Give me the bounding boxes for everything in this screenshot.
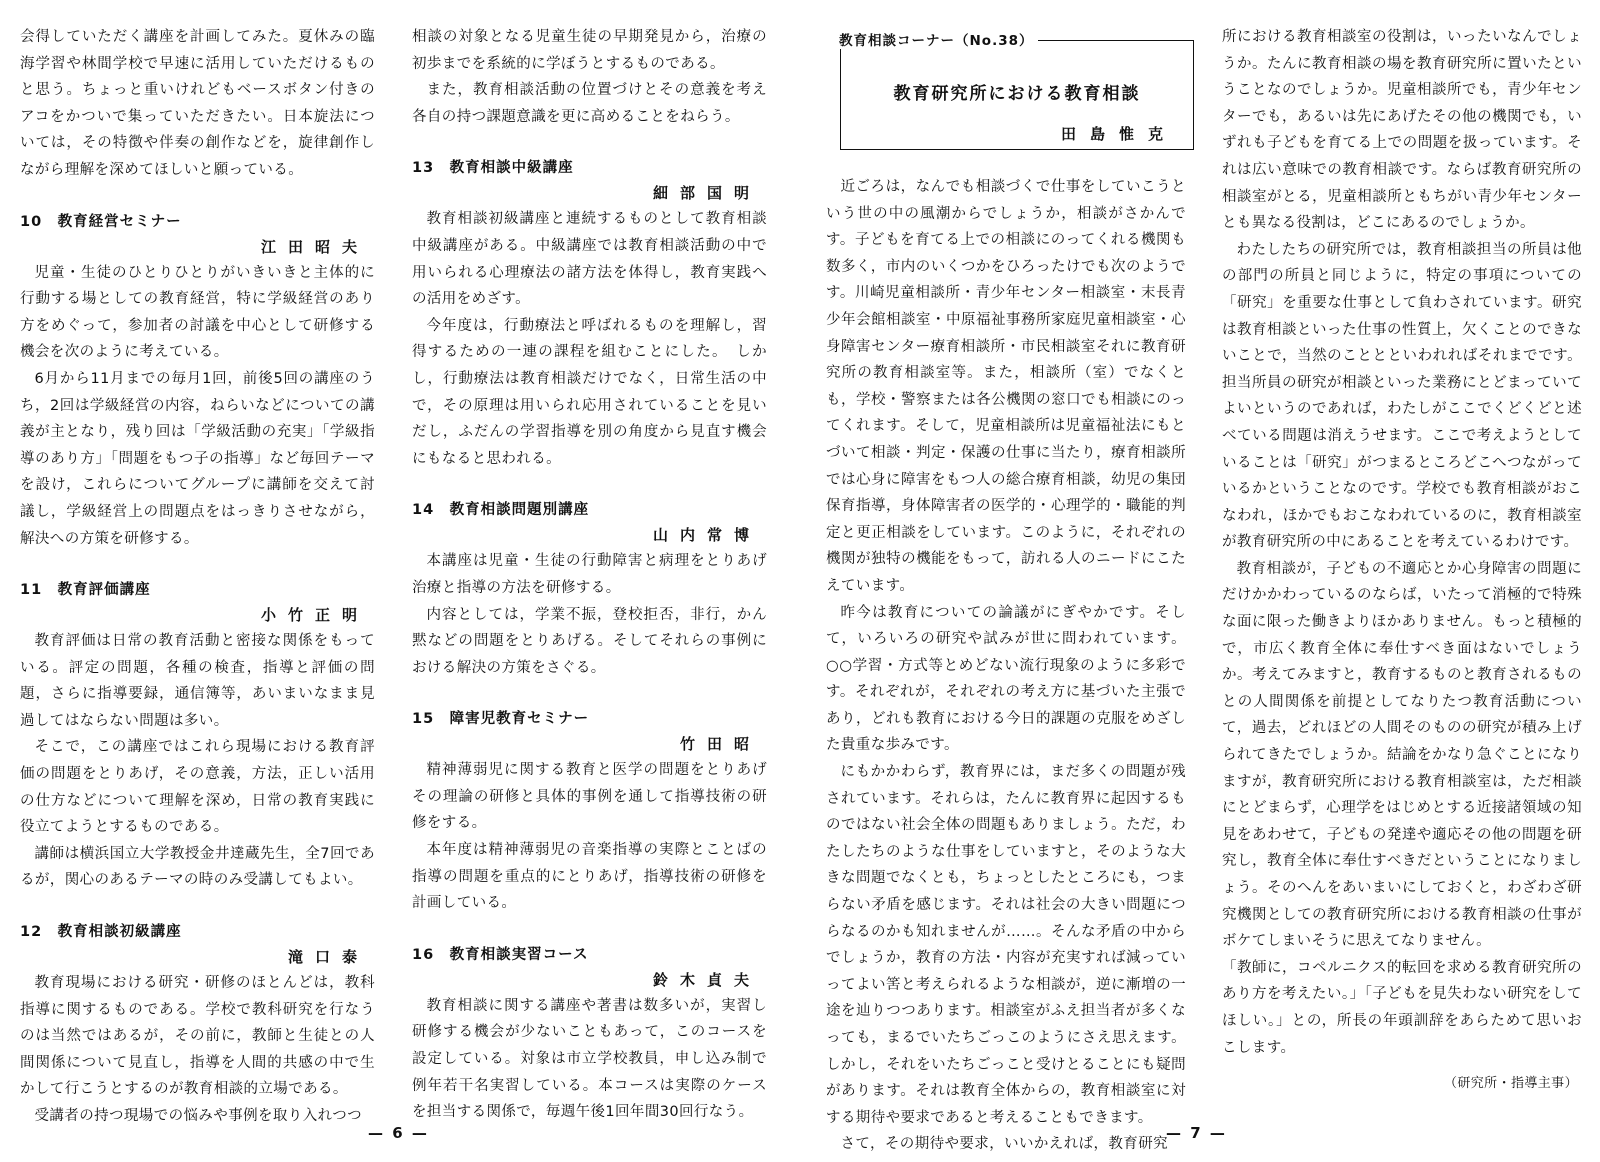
body-paragraph: 内容としては，学業不振，登校拒否，非行，かん黙などの問題をとりあげる。そしてそれらの事例における解決の方策をさぐる。 [412,606,767,676]
body-paragraph: にもかかわらず，教育界には，まだ多くの問題が残されています。それらは，たんに教育界に起因するものではない社会全体の問題もありましょう。ただ，わたしたちのような仕事をしていますと，そのような大きな問題でなくとも，ちょっとしたところにも，つまらない矛盾を感じます。それは社会の大きい問題につらなるのかも知れませんが……。そんな矛盾の中からでしょうか，教育の方法・内容が充実すれば減っていってよい筈と考えられるような相談が，逆に漸増の一途を辿りつつあります。相談室がふえ担当者が多くなっても，まるでいたちごっこのようにさえ思えます。しかし，それをいたちごっこと受けとることにも疑問があります。それは教育全体からの，教育相談室に対する期待や要求であると考えることもできます。 [826,764,1186,1126]
section-heading: 10 教育経営セミナー [20,213,182,230]
body-paragraph: 教育相談初級講座と連続するものとして教育相談中級講座がある。中級講座では教育相談活動の中で用いられる心理療法の諸方法を体得し，教育実践への活用をめざす。 [412,211,767,308]
column-2 [412,24,767,1126]
page-number-right: — 7 — [1166,1124,1227,1142]
section-13 [412,156,767,472]
body-paragraph: 6月から11月までの毎月1回，前後5回の講座のうち，2回は学級経営の内容，ねらいなどについての講義が主となり，残り回は「学級活動の充実」「学級指導のあり方」「問題をもつ子の指導」など毎回テーマを設け，これらについてグループに講師を交えて討議し，学級経営上の問題点をはっきりさせながら，解決への方策を研修する。 [20,370,375,547]
body-paragraph: 児童・生徒のひとりひとりがいきいきと主体的に行動する場としての教育経営，特に学級経営のあり方をめぐって，参加者の討議を中心として研修する機会を次のように考えている。 [20,264,375,361]
section-15 [412,707,767,917]
section-author: 山内常博 [652,526,761,545]
section-author: 小竹正明 [260,606,369,625]
body-paragraph: 「教師に，コペルニクス的転回を求める教育研究所のあり方を考えたい。」「子どもを見失わない研究をしてほしい。」との，所長の年頭訓辞をあらためて思いおこします。 [1222,959,1582,1056]
body-paragraph: そこで，この講座ではこれら現場における教育評価の問題をとりあげ，その意義，方法，正しい活用の仕方などについて理解を深め，日常の教育実践に役立てようとするものである。 [20,739,375,836]
section-heading: 12 教育相談初級講座 [20,924,182,941]
body-paragraph: さて，その期待や要求，いいかえれば，教育研究 [840,1136,1169,1153]
body-paragraph: 所における教育相談室の役割は，いったいなんでしょうか。たんに教育相談の場を教育研究所に置いたということなのでしょうか。児童相談所でも，青少年センターでも，あるいは先にあげたその他の機関でも，いずれも子どもを育てる上での問題を扱っています。それは広い意味での教育相談です。ならば教育研究所の相談室がとる，児童相談所ともちがい青少年センターとも異なる役割は，どこにあるのでしょうか。 [1222,29,1582,232]
body-paragraph: 講師は横浜国立大学教授金井達蔵先生，全7回であるが，関心のあるテーマの時のみ受講してもよい。 [20,845,375,889]
column-label: 教育相談コーナー（No.38） [835,29,1038,49]
section-heading: 16 教育相談実習コース [412,946,589,963]
body-paragraph: 本講座は児童・生徒の行動障害と病理をとりあげ治療と指導の方法を研修する。 [412,553,767,596]
author-role: （研究所・指導主事） [1443,1076,1578,1092]
body-paragraph: 受講者の持つ現場での悩みや事例を取り入れつつ [34,1108,363,1124]
section-16 [412,943,767,1126]
section-author: 江田昭夫 [260,237,369,256]
body-paragraph: わたしたちの研究所では，教育相談担当の所員は他の部門の所員と同じように，特定の事項についての「研究」を重要な仕事として負わされています。研究は教育相談といった仕事の性質上，欠くことのできないことで，当然のこととといわれればそれまでです。担当所員の研究が相談といった業務にとどまっていてよいというのであれば，わたしがここでくどくどと述べている問題は消えうせます。ここで考えようとしていることは「研究」がつまるところどこへつながっているかということなのです。学校でも教育相談がおこなわれ，ほかでもおこなわれているのに，教育相談室が教育研究所の中にあることを考えているわけです。 [1222,241,1582,551]
body-paragraph: 昨今は教育についての論議がにぎやかです。そして，いろいろの研究や試みが世に問われています。○○学習・方式等とめどない流行現象のように多彩です。それぞれが，それぞれの考え方に基づいた主張であり，どれも教育における今日的課題の克服をめざした貴重な歩みです。 [826,604,1186,754]
column-4 [1222,24,1582,1098]
article-title: 教育研究所における教育相談 [893,84,1141,104]
body-paragraph: 会得していただく講座を計画してみた。夏休みの臨海学習や林間学校で早速に活用していただけるものと思う。ちょっと重いけれどもベースボタン付きのアコをかついで集っていただきたい。日本旋法については，その特徴や伴奏の創作などを，旋律創作しながら理解を深めてほしいと願っている。 [20,29,375,178]
body-paragraph: 教育現場における研究・研修のほとんどは，教科指導に関するものである。学校で教科研究を行なうのは当然ではあるが，その前に，教師と生徒との人間関係について見直し，指導を人間的共感の中で生かして行こうとするのが教育相談的立場である。 [20,975,375,1098]
column-title-box [839,33,1194,150]
body-paragraph: 相談の対象となる児童生徒の早期発見から，治療の初歩までを系統的に学ぼうとするものである。 [412,29,767,72]
section-author: 鈴木貞夫 [652,970,761,989]
section-author: 滝口泰 [287,948,369,967]
body-paragraph: また，教育相談活動の位置づけとその意義を考え各自の持つ課題意識を更に高めることをねらう。 [412,82,767,125]
section-author: 竹田昭 [679,735,761,754]
body-paragraph: 近ごろは，なんでも相談づくで仕事をしていこうという世の中の風潮からでしょうか，相談がさかんです。子どもを育てる上での相談にのってくれる機関も数多く，市内のいくつかをひろったけでも次のようです。川崎児童相談所・青少年センター相談室・末長青少年会館相談室・中原福祉事務所家庭児童相談室・心身障害センター療育相談所・市民相談室それに教育研究所の教育相談室等。また，相談所（室）でなくとも，学校・警察または各公機関の窓口でも相談にのってくれます。そして，児童相談所は児童福祉法にもとづいて相談・判定・保護の仕事に当たり，療育相談所では心身に障害をもつ人の総合療育相談，幼児の集団保育指導，身体障害者の医学的・心理学的・職能的判定と更正相談をしています。このように，それぞれの機関が独特の機能をもって，訪れる人のニードにこたえています。 [826,179,1186,594]
page-number-left: — 6 — [368,1124,429,1142]
body-paragraph: 精神薄弱児に関する教育と医学の問題をとりあげその理論の研修と具体的事例を通して指導技術の研修をする。 [412,762,767,832]
section-heading: 11 教育評価講座 [20,582,151,599]
body-paragraph: 本年度は精神薄弱児の音楽指導の実際とことばの指導の問題を重点的にとりあげ，指導技術の研修を計画している。 [412,842,767,912]
section-14 [412,498,767,681]
section-heading: 15 障害児教育セミナー [412,711,590,728]
body-paragraph: 今年度は，行動療法と呼ばれるものを理解し，習得するための一連の課程を組むことにした。 しかし，行動療法は教育相談だけでなく，日常生活の中で，その原理は用いられ応用されていることを見いだし，ふだんの学習指導を別の角度から見直す機会にもなると思われる。 [412,317,767,467]
column-1 [20,24,375,1130]
body-paragraph: 教育相談に関する講座や著書は数多いが，実習し研修する機会が少ないこともあって，このコースを設定している。対象は市立学校教員，申し込み制で例年若干名実習している。本コースは実際のケースを担当する関係で，毎週午後1回年間30回行なう。 [412,997,767,1121]
body-paragraph: 教育評価は日常の教育活動と密接な関係をもっている。評定の問題，各種の検査，指導と評価の問題，さらに指導要録，通信簿等，あいまいなまま見過してはならない問題は多い。 [20,633,375,729]
body-paragraph: 教育相談が，子どもの不適応とか心身障害の問題にだけかかわっているのならば，いたって消極的で特殊な面に限った働きよりほかありません。もっと積極的で，市広く教育全体に奉仕すべき面はないでしょうか。考えてみますと，教育するものと教育されるものとの人間関係を前提としてなりたつ教育活動について，過去，どれほどの人間そのものの研究が積み上げられてきたでしょうか。結論をかなり急ぐことになりますが，教育研究所における教育相談室は，ただ相談にとどまらず，心理学をはじめとする近接諸領域の知見をあわせて，子どもの発達や適応その他の問題を研究し，教育全体に奉仕すべきだということになりましょう。そのへんをあいまいにしておくと，わざわざ研究機関としての教育研究所における教育相談の仕事がボケてしまいそうに思えてなりません。 [1222,560,1582,950]
column-3 [826,174,1186,1158]
section-author: 細部国明 [652,184,761,203]
section-12 [20,920,375,1130]
section-10 [20,210,375,553]
section-heading: 14 教育相談問題別講座 [412,502,590,519]
article-author: 田島惟克 [1060,125,1177,143]
section-heading: 13 教育相談中級講座 [412,160,574,177]
section-11 [20,578,375,894]
